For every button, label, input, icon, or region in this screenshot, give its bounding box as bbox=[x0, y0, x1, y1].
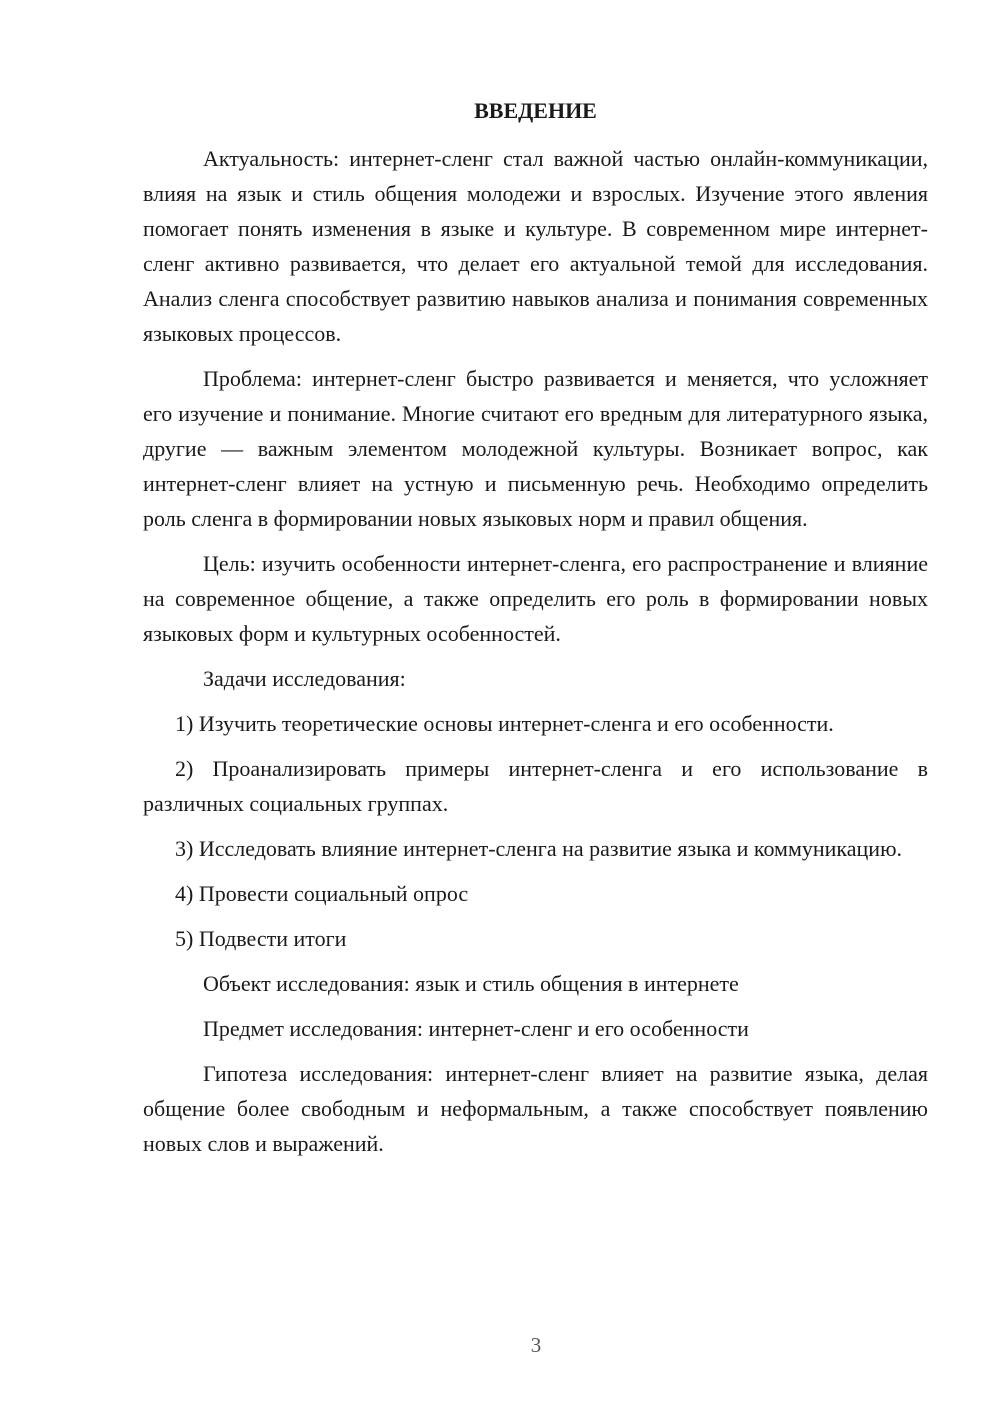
problem-paragraph: Проблема: интернет-сленг быстро развивается и меняется, что усложняет его изучение и понимание. Многие считают его вредным для литературного языка, другие — важным элементом молодежной культуры. Возникает вопрос, как интернет-сленг влияет на устную и письменную речь. Необходимо определить роль сленга в формировании новых языковых норм и правил общения. bbox=[143, 366, 928, 531]
task-item: 1) Изучить теоретические основы интернет-сленга и его особенности. bbox=[175, 711, 834, 736]
task-item: 2) Проанализировать примеры интернет-сленга и его использование в различных социальных группах. bbox=[143, 756, 928, 816]
research-object: Объект исследования: язык и стиль общения в интернете bbox=[203, 971, 739, 996]
task-item: 3) Исследовать влияние интернет-сленга на развитие языка и коммуникацию. bbox=[175, 836, 903, 861]
document-page bbox=[143, 96, 928, 1171]
task-item: 5) Подвести итоги bbox=[175, 926, 347, 951]
tasks-heading: Задачи исследования: bbox=[203, 666, 406, 691]
research-subject: Предмет исследования: интернет-сленг и его особенности bbox=[203, 1016, 749, 1041]
page-number: 3 bbox=[530, 1333, 542, 1357]
section-title: ВВЕДЕНИЕ bbox=[474, 98, 597, 123]
goal-paragraph: Цель: изучить особенности интернет-сленга, его распространение и влияние на современное общение, а также определить его роль в формировании новых языковых форм и культурных особенностей. bbox=[143, 551, 928, 646]
research-hypothesis: Гипотеза исследования: интернет-сленг влияет на развитие языка, делая общение более свободным и неформальным, а также способствует появлению новых слов и выражений. bbox=[143, 1061, 928, 1156]
task-item: 4) Провести социальный опрос bbox=[175, 881, 469, 906]
relevance-paragraph: Актуальность: интернет-сленг стал важной частью онлайн-коммуникации, влияя на язык и стиль общения молодежи и взрослых. Изучение этого явления помогает понять изменения в языке и культуре. В современном мире интернет-сленг активно развивается, что делает его актуальной темой для исследования. Анализ сленга способствует развитию навыков анализа и понимания современных языковых процессов. bbox=[143, 146, 928, 346]
